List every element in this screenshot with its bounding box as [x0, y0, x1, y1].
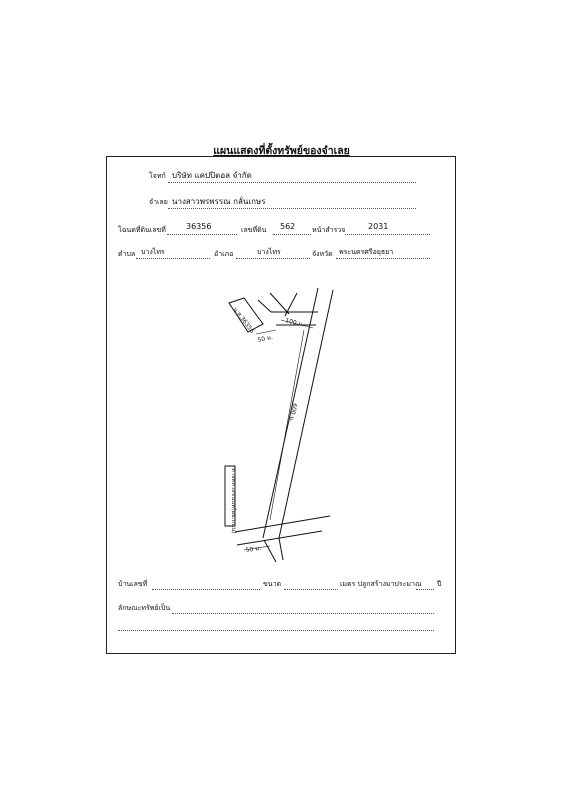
- bottom-road-upper-edge: [235, 516, 330, 532]
- defendant-value: นางสาวพรพรรณ กลั่นเกษร: [172, 197, 266, 206]
- dimension-50-top-line: [256, 330, 276, 334]
- dimension-100-label: 100 ม.: [284, 317, 305, 329]
- size-dotted-line: [284, 589, 338, 590]
- plaintiff-value: บริษัท แคปปิตอล จำกัด: [172, 171, 252, 180]
- road-name-label: ทางหลวงชนบท(อย.ถนน): [230, 468, 237, 534]
- house-no-dotted-line: [152, 589, 260, 590]
- district-value: บางไทร: [257, 248, 281, 256]
- defendant-label: จำเลย: [149, 198, 168, 206]
- land-no-value: 562: [280, 222, 296, 231]
- subdistrict-label: ตำบล: [118, 250, 136, 258]
- page-title: แผนแสดงที่ตั้งทรัพย์ของจำเลย: [213, 145, 350, 157]
- built-dotted-line: [416, 589, 434, 590]
- district-label: อำเภอ: [214, 250, 234, 258]
- province-label: จังหวัด: [312, 250, 333, 258]
- plaintiff-label: โจทก์: [149, 172, 166, 180]
- property-label: ลักษณะทรัพย์เป็น: [118, 604, 171, 612]
- bottom-road-branch-right: [279, 538, 283, 560]
- deed-no-label: โฉนดที่ดินเลขที่: [118, 226, 166, 234]
- survey-value: 2031: [368, 222, 389, 231]
- top-road-upper-edge: [270, 293, 289, 314]
- size-label: ขนาด: [263, 580, 282, 588]
- subdistrict-value: บางไทร: [141, 248, 165, 256]
- property-dotted-line: [172, 613, 434, 614]
- built-label: เมตร ปลูกสร้างมาประมาณ: [340, 580, 422, 588]
- dimension-600-label: 600 ม.: [287, 402, 298, 423]
- dimension-600-line: [270, 330, 304, 520]
- year-label: ปี: [437, 580, 442, 588]
- survey-label: หน้าสำรวจ: [312, 226, 346, 234]
- land-no-label: เลขที่ดิน: [241, 226, 267, 234]
- dimension-50-bottom-label: 50 ม.: [245, 544, 262, 554]
- top-road-branch: [285, 293, 297, 316]
- house-no-label: บ้านเลขที่: [118, 580, 148, 588]
- bottom-road-branch-left: [264, 540, 276, 562]
- province-value: พระนครศรีอยุธยา: [339, 248, 394, 256]
- main-road-right-edge: [279, 290, 333, 538]
- dimension-50-top-label: 50 ม.: [256, 333, 274, 344]
- deed-no-value: 36356: [186, 222, 212, 231]
- parcel-label: น.ส.36356: [231, 305, 256, 335]
- top-road-lower-edge: [258, 300, 271, 312]
- property-extra-line-1: [118, 630, 434, 631]
